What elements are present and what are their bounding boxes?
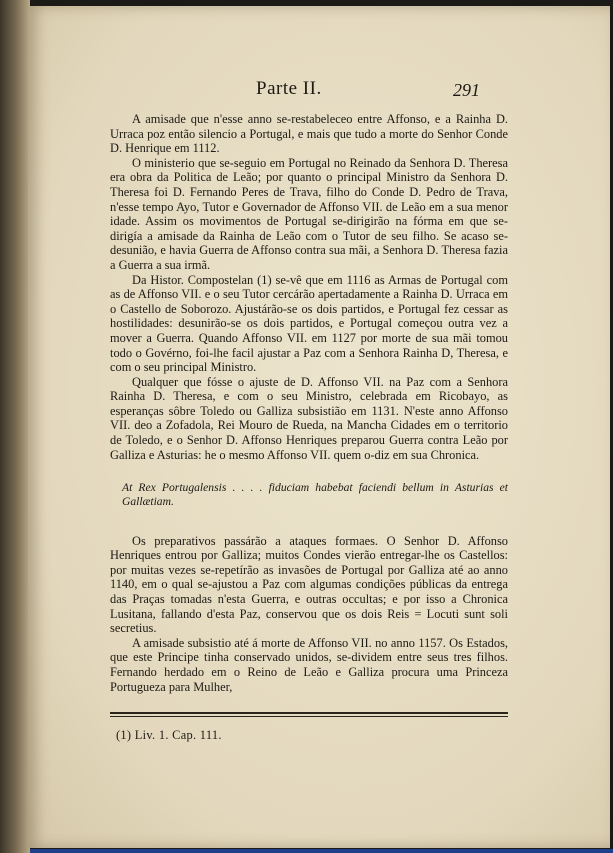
paragraph: A amisade que n'esse anno se-restabeleceo entre Affonso, e a Rainha D. Urraca poz então silencio a Portugal, e mais que tudo a morte do Senhor Conde D. Henrique em 1112. — [110, 112, 508, 156]
footnote-rule — [110, 712, 508, 714]
paragraph: Os preparativos passárão a ataques formaes. O Senhor D. Affonso Henriques entrou por Galliza; muitos Condes vierão entregar-lhe os Castellos: por muitas vezes se-repetírão as invasões de Portugal por Galliza até ao anno 1140, em o qual se-ajustou a Paz com algumas condições públicas da entrega das Praças tomadas n'esta Guerra, e outras occultas; e por isso a Chronica Lusitana, fallando d'esta Paz, conservou que os dois Reis = Locuti sunt soli secretius. — [110, 533, 508, 636]
latin-quote: At Rex Portugalensis . . . . fiduciam habebat faciendi bellum in Asturias et Gallætiam. — [122, 481, 508, 509]
body-text — [110, 112, 508, 694]
book-gutter — [0, 0, 30, 853]
paragraph: Da Histor. Compostelan (1) se-vê que em 1116 as Armas de Portugal com as de Affonso VII. e o seu Tutor cercárão apertadamente a Rainha D. Urraca em o Castello de Soborozo. Ajustárão-se os dois partidos, e Portugal fez cessar as hostilidades: desunirão-se os dois partidos, e Portugal começou outra vez a mover a Guerra. Quando Affonso VII. em 1127 por morte de sua mãi tomou todo o Govérno, foi-lhe facil ajustar a Paz com a Senhora Rainha D, Theresa, e com o seu principal Ministro. — [110, 272, 508, 375]
page-number: 291 — [453, 80, 480, 100]
footnote: (1) Liv. 1. Cap. 111. — [116, 728, 222, 742]
paragraph: Qualquer que fósse o ajuste de D. Affonso VII. na Paz com a Senhora Rainha D. Theresa, e com o seu Ministro, celebrada em Ricobayo, as esperanças sôbre Toledo ou Galliza subsistião em 1131. N'este anno Affonso VII. deo a Zofadola, Rei Mouro de Rueda, na Mancha Cidades em o territorio de Toledo, e o Senhor D. Affonso Henriques preparou Guerra contra Leão por Galliza e Asturias: he o mesmo Affonso VII. quem o-diz em sua Chronica. — [110, 374, 508, 462]
running-head: Parte II. — [256, 78, 322, 99]
scan-edge-strip — [30, 849, 613, 853]
book-page — [28, 6, 610, 848]
paragraph: O ministerio que se-seguio em Portugal no Reinado da Senhora D. Theresa era obra da Politica de Leão; por quanto o principal Ministro da Senhora D. Theresa foi D. Fernando Peres de Trava, filho do Conde D. Pedro de Trava, n'esse tempo Ayo, Tutor e Governador de Affonso VII. de Leão em a sua menor idade. Assim os movimentos de Portugal se-dirigirão na fórma em que se-dirigía a amisade da Rainha de Leão com o Tutor de seu filho. Se acaso se-desunião, e havia Guerra de Affonso contra sua mãi, a Senhora D. Theresa fazia a Guerra a sua irmã. — [110, 155, 508, 272]
footnote-rule-thin — [110, 716, 508, 717]
page-header — [28, 78, 610, 102]
paragraph: A amisade subsistio até á morte de Affonso VII. no anno 1157. Os Estados, que este Principe tinha conservado unidos, se-dividem entre seus tres filhos. Fernando herdado em o Reino de Leão e Galliza procura uma Princeza Portugueza para Mulher, — [110, 635, 508, 694]
